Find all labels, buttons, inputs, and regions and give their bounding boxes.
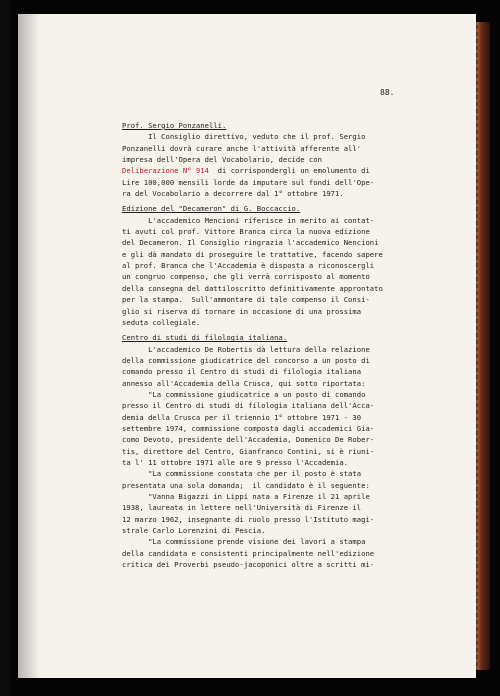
text-line: ra del Vocabolario a decorrere dal 1° ottobre 1971. [122, 189, 344, 199]
text-line: del Decameron. Il Consiglio ringrazia l'accademico Nencioni [122, 238, 379, 248]
section-heading: Edizione del "Decameron" di G. Boccaccio. [122, 204, 301, 214]
text-line: ta l' 11 ottobre 1971 alle ore 9 presso l'Accademia. [122, 457, 349, 467]
text-line: un congruo compenso, che gli verrà corrisposto al momento [122, 272, 370, 282]
text-line: della candidata e consistenti principalmente nell'edizione [122, 548, 375, 558]
text-line: Deliberazione N° 914 di corrispondergli un emolumento di [122, 166, 370, 176]
document-page [18, 14, 476, 678]
text-line: demia della Crusca per il triennio 1° ottobre 1971 - 30 [122, 412, 362, 422]
text-line: settembre 1974, commissione composta dagli accademici Gia- [122, 423, 375, 433]
text-line: al prof. Branca che l'Accademia è disposta a riconoscergli [122, 261, 375, 271]
text-line: "Vanna Bigazzi in Lippi nata a Firenze il 21 aprile [122, 492, 370, 501]
text-line: impresa dell'Opera del Vocabolario, decide con [122, 155, 322, 165]
text-line: della commissione giudicatrice del concorso a un posto di [122, 355, 370, 365]
text-line: L'accademico Mencioni riferisce in merito ai contat- [122, 215, 375, 225]
text-line: 12 marzo 1962, insegnante di ruolo presso l'Istituto magi- [122, 514, 375, 524]
text-line: 1938, laureata in lettere nell'Università di Firenze il [122, 503, 362, 513]
text-line: "La commissione constata che per il posto è stata [122, 469, 362, 479]
text-line: per la stampa. Sull'ammontare di tale compenso il Consi- [122, 295, 370, 305]
text-line: comando presso il Centro di studi di filologia italiana [122, 367, 362, 377]
section-heading: Centro di studi di filologia italiana. [122, 333, 288, 343]
text-line: ti avuti col prof. Vittore Branca circa la nuova edizione [122, 227, 370, 237]
page-number: 88. [380, 88, 395, 97]
text-line: annesso all'Accademia della Crusca, qui sotto riportata: [122, 378, 366, 388]
page-gutter-shadow [18, 14, 40, 678]
text-line: seduta collegiale. [122, 317, 201, 327]
text-line: Il Consiglio direttivo, veduto che il prof. Sergio [122, 132, 366, 142]
text-line: como Devoto, presidente dell'Accademia, Domenico De Rober- [122, 435, 375, 445]
text-line: strale Carlo Lorenzini di Pescia. [122, 526, 266, 536]
text-line: "La commissione prende visione dei lavori a stampa [122, 537, 366, 547]
typed-text-block [122, 120, 422, 570]
section-heading: Prof. Sergio Ponzanelli. [122, 121, 227, 130]
text-line: Ponzanelli dovrà curare anche l'attività afferente all' [122, 143, 362, 153]
text-line: presso il Centro di studi di filologia italiana dell'Acca- [122, 401, 375, 411]
text-line: della consegna del dattiloscritto definitivamente approntato [122, 283, 383, 293]
text-line: L'accademico De Robertis dà lettura della relazione [122, 344, 370, 354]
text-line: glio si riserva di tornare in occasione di una prossima [122, 306, 362, 316]
text-line: Lire 100,000 mensili lorde da imputare sul fondi dell'Ope- [122, 177, 375, 187]
text-line: critica dei Proverbi pseudo-jacoponici oltre a scritti mi- [122, 560, 375, 570]
text-line: "La commissione giudicatrice a un posto di comando [122, 389, 366, 399]
resolution-number: Deliberazione N° 914 [122, 166, 209, 176]
book-binding [0, 0, 10, 696]
text-line: presentata una sola domanda; il candidato è il seguente: [122, 480, 370, 490]
text-line: tis, direttore del Centro, Gianfranco Contini, si è riuni- [122, 446, 375, 456]
text-line: e gli dà mandato di proseguire le trattative, facendo sapere [122, 249, 383, 259]
